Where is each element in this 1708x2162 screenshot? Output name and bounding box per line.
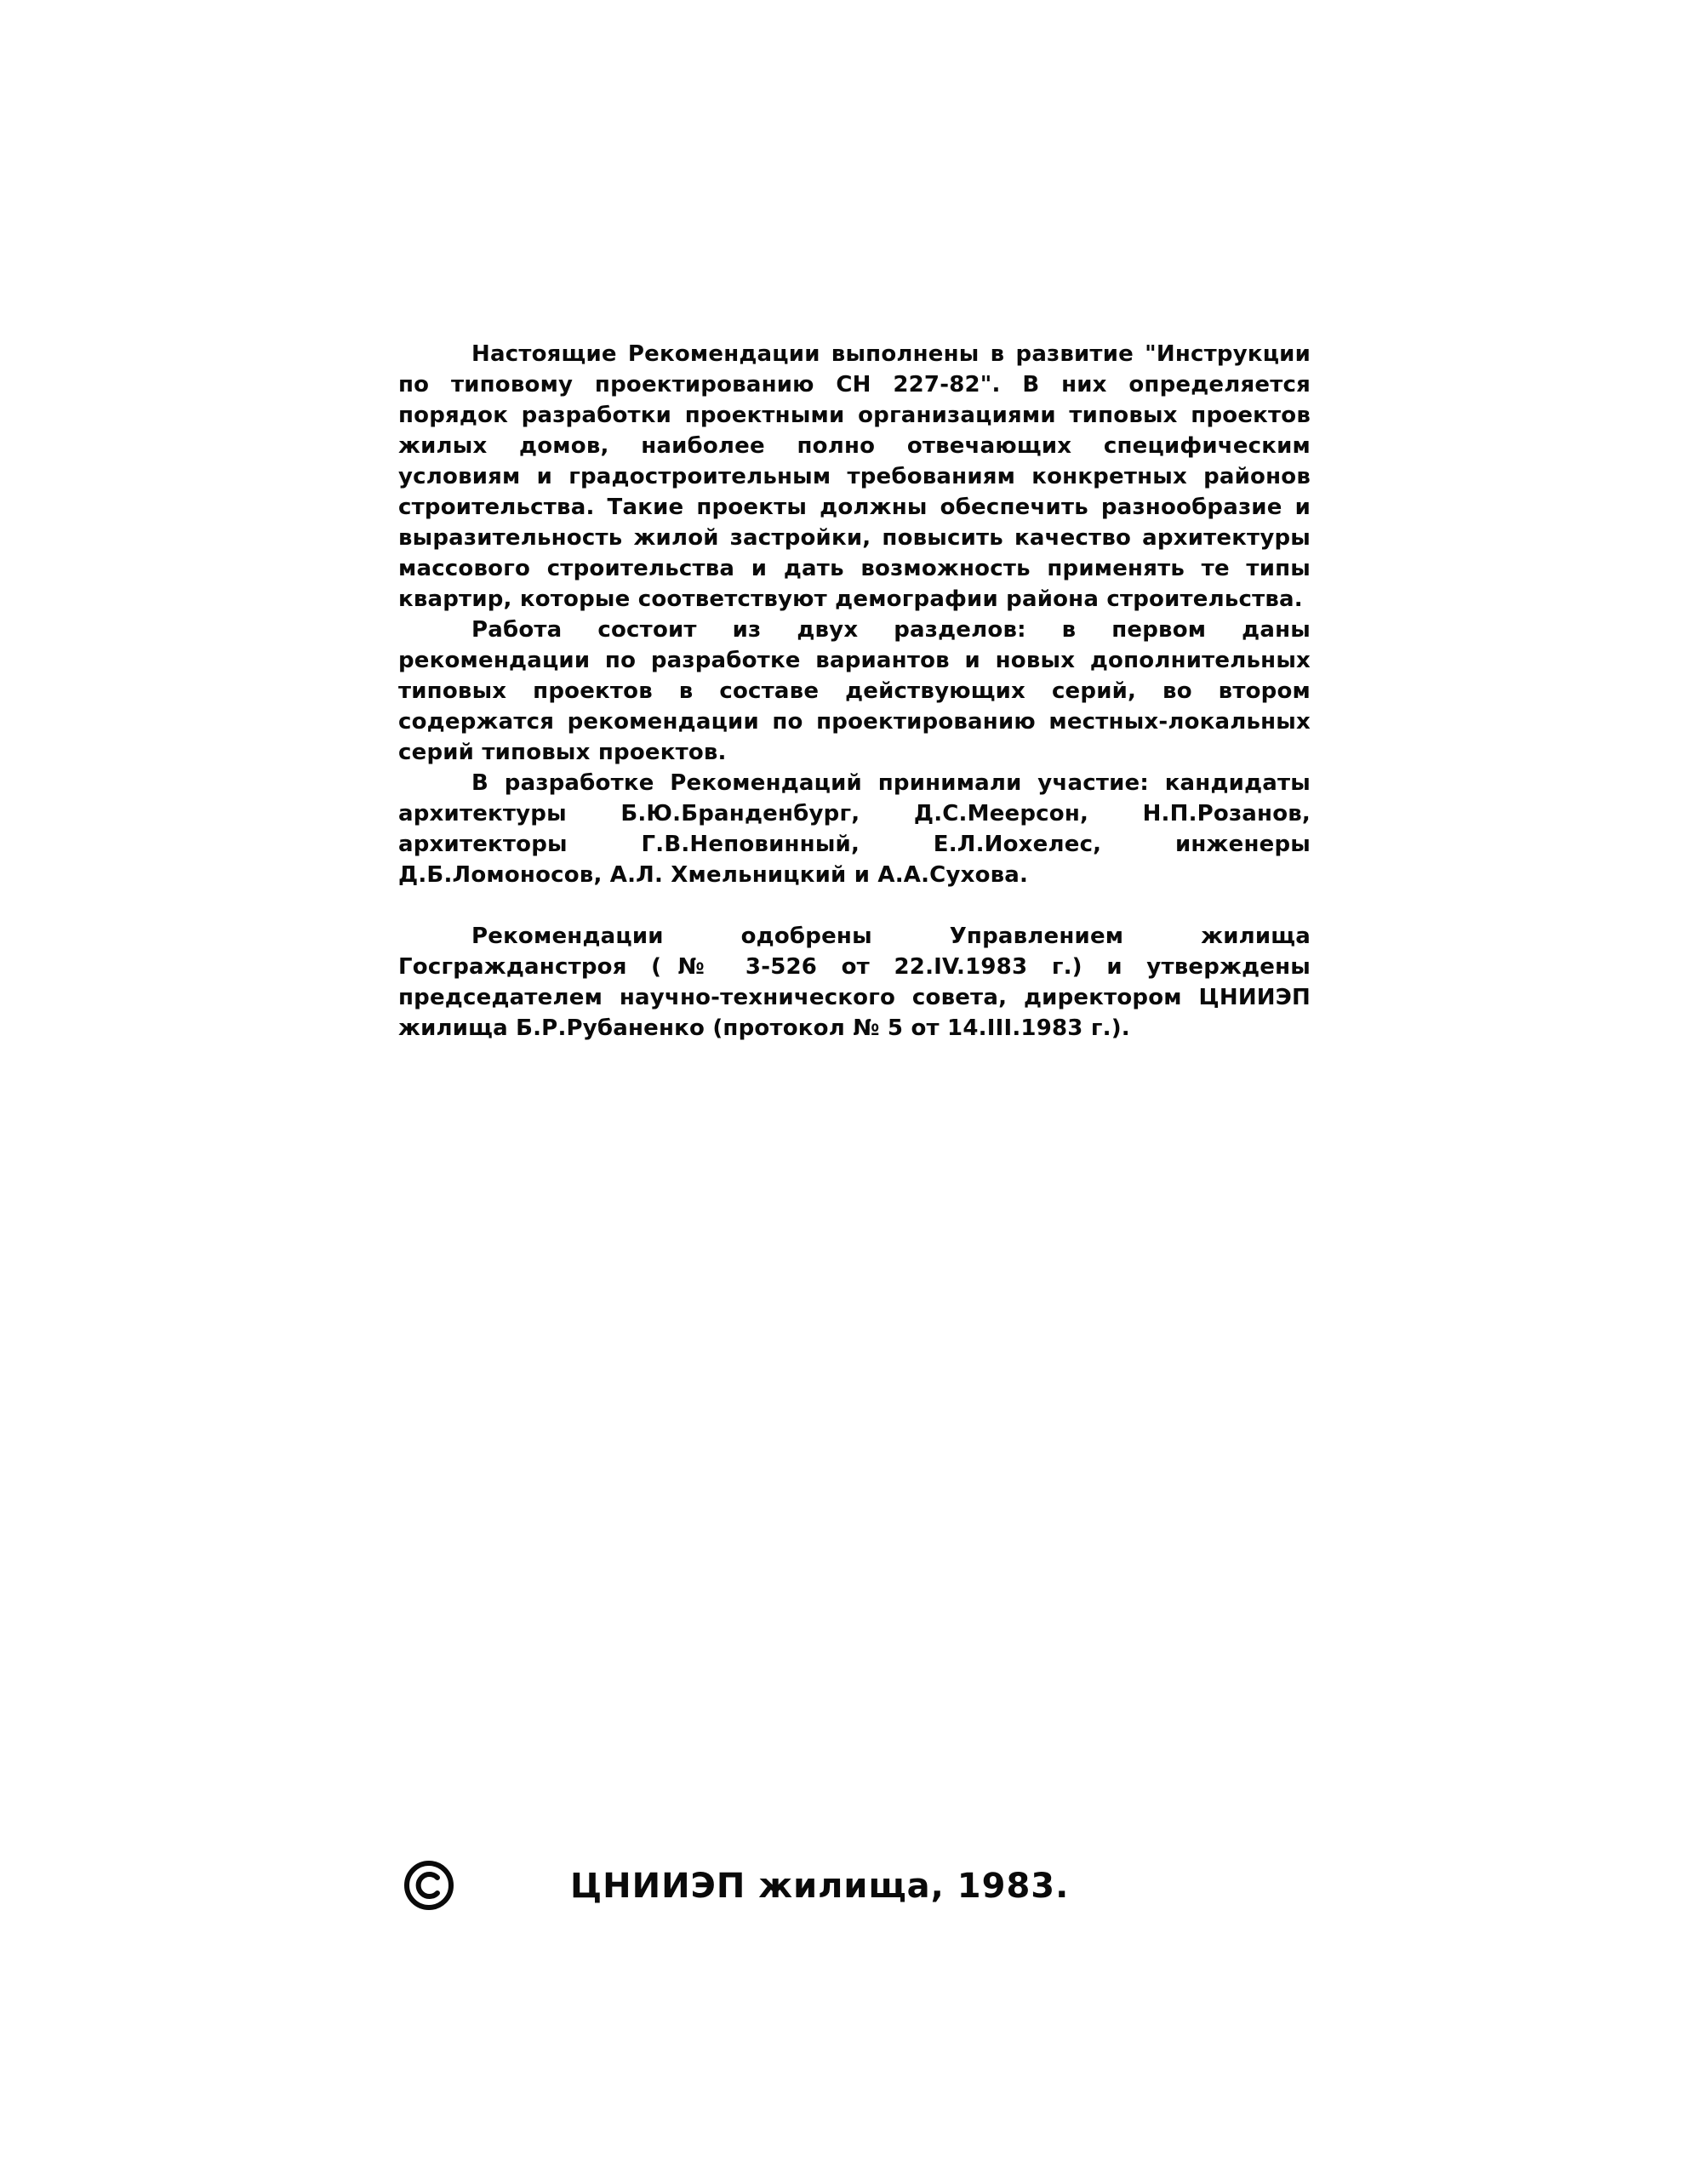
publisher-imprint: ЦНИИЭП жилища, 1983. <box>570 1867 1070 1906</box>
intro-paragraph: Настоящие Рекомендации выполнены в развитие "Инструкции по типовому проектированию СН 227-82". В них определяется порядок разработки проектными организациями типовых проектов жилых домов, наиболее полно отвечающих специфическим условиям и градостроительным требованиям конкретных районов строительства. Такие проекты должны обеспечить разнообразие и выразительность жилой застройки, повысить качество архитектуры массового строительства и дать возможность применять те типы квартир, которые соответствуют демографии района строительства. <box>398 341 1311 612</box>
structure-paragraph: Работа состоит из двух разделов: в первом даны рекомендации по разработке вариантов и новых дополнительных типовых проектов в составе действующих серий, во втором содержатся рекомендации по проектированию местных-локальных серий типовых проектов. <box>398 617 1311 765</box>
authors-paragraph: В разработке Рекомендаций принимали участие: кандидаты архитектуры Б.Ю.Бранденбург, Д.С.Меерсон, Н.П.Розанов, архитекторы Г.В.Неповинный, Е.Л.Иохелес, инженеры Д.Б.Ломоносов, А.Л. Хмельницкий и А.А.Сухова. <box>398 770 1311 888</box>
approval-paragraph: Рекомендации одобрены Управлением жилища Госгражданстроя (№ 3-526 от 22.IV.1983 г.) и утверждены председателем научно-технического совета, директором ЦНИИЭП жилища Б.Р.Рубаненко (протокол № 5 от 14.III.1983 г.). <box>398 924 1311 1041</box>
body-text <box>398 339 1311 1044</box>
copyright-line <box>403 1860 1084 1928</box>
copyright-icon <box>403 1860 454 1911</box>
